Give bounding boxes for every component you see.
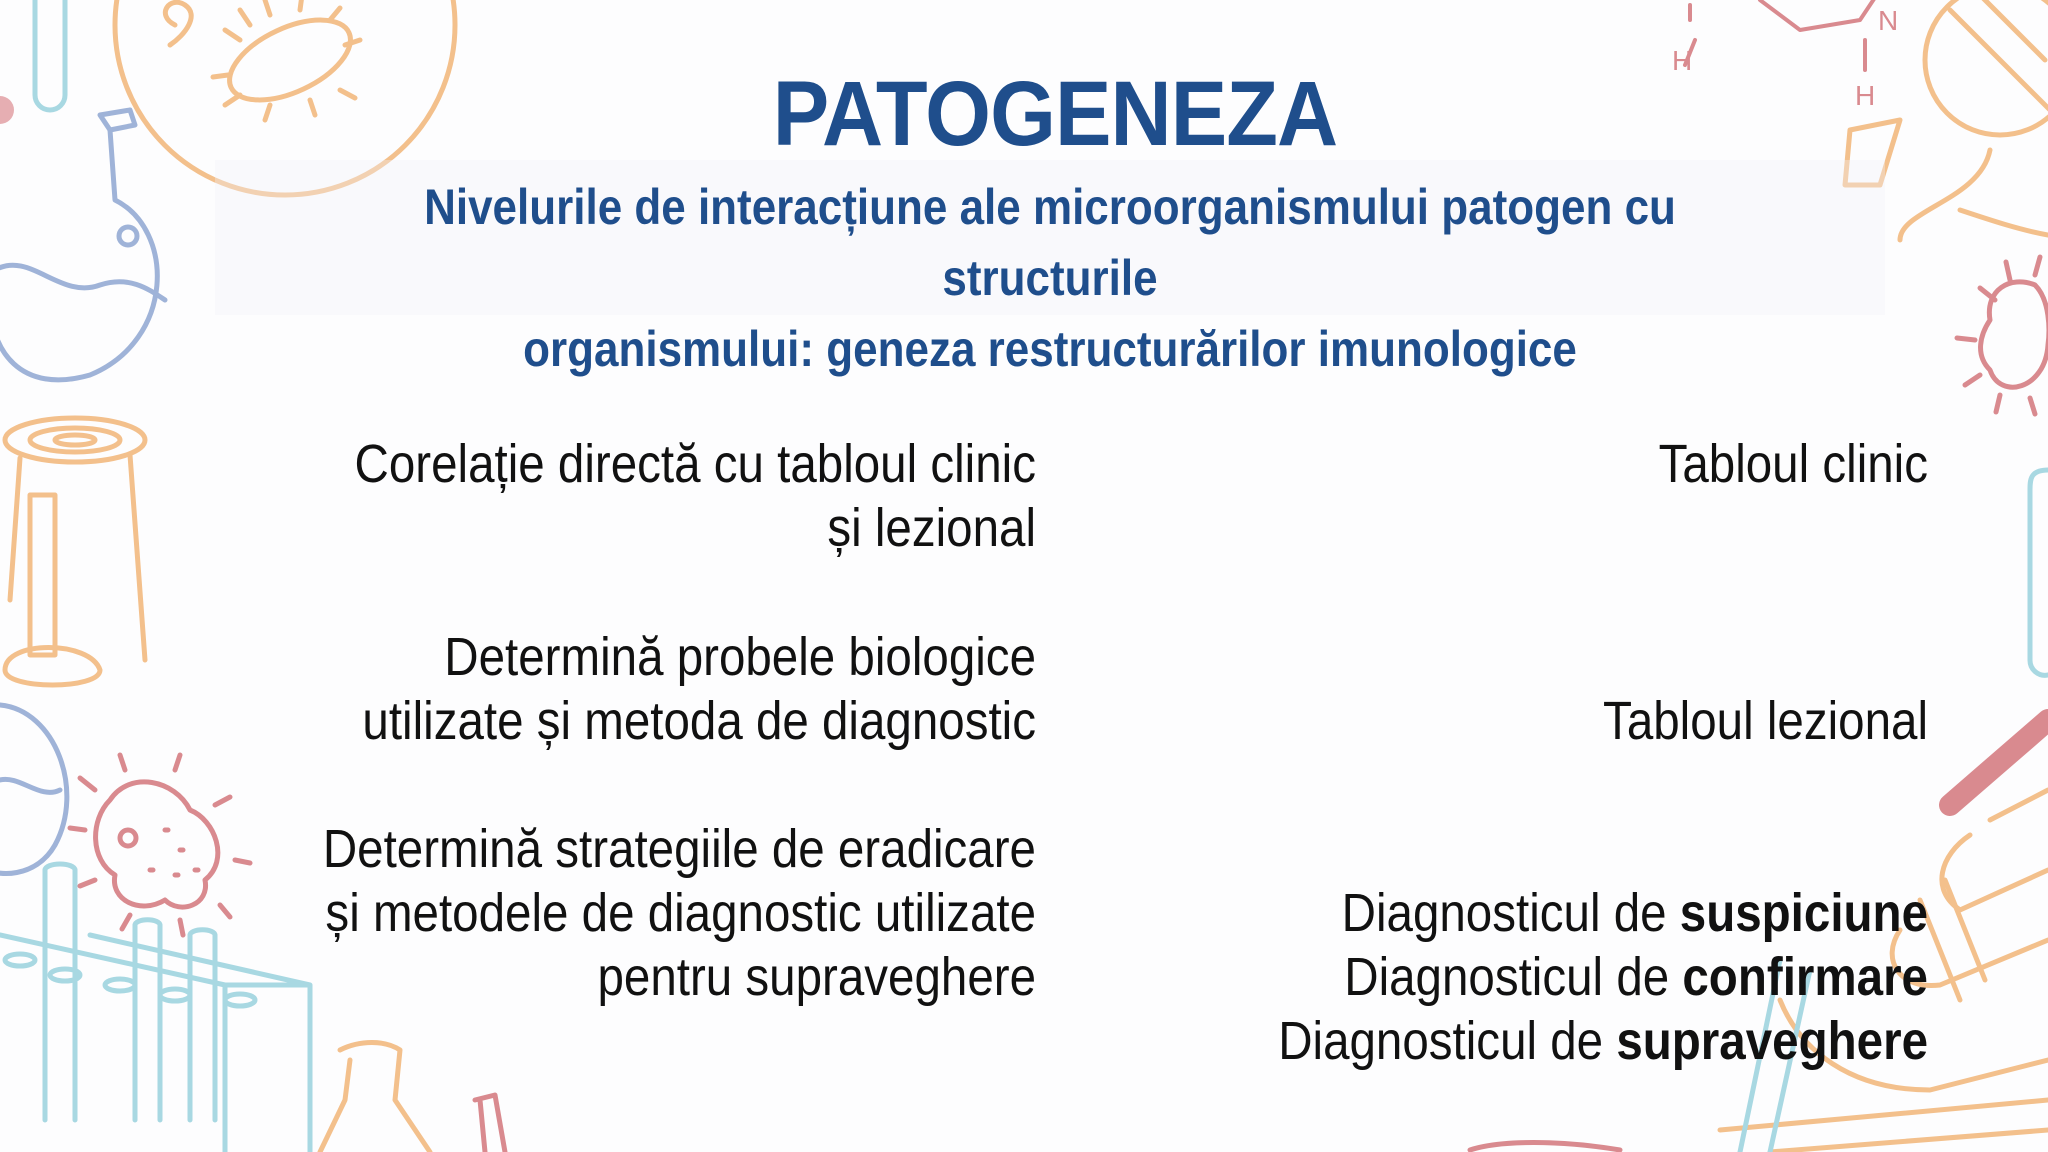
subtitle-line-1: Nivelurile de interacțiune ale microorganismului patogen cu structurile — [424, 179, 1676, 306]
round-flask-icon — [0, 705, 67, 874]
test-tube-rack-icon — [0, 864, 310, 1152]
left-item-line: și lezional — [827, 498, 1036, 558]
left-item-line: Determină probele biologice — [444, 627, 1036, 687]
test-tube-icon — [35, 0, 65, 110]
left-item-line: Corelație directă cu tabloul clinic — [354, 434, 1036, 494]
left-item-biological-tests — [362, 625, 1036, 753]
right-item-lesional — [1603, 689, 1928, 753]
diagnostic-suspicion — [1278, 881, 1928, 945]
diagnostic-prefix: Diagnosticul de — [1278, 1011, 1617, 1071]
svg-text:H: H — [1672, 45, 1693, 76]
pipette-icon — [1950, 720, 2048, 805]
left-item-eradication — [323, 817, 1036, 1009]
left-item-line: utilizate și metoda de diagnostic — [362, 691, 1036, 751]
left-item-correlation — [355, 432, 1036, 560]
left-item-line: și metodele de diagnostic utilizate — [325, 883, 1037, 943]
burner-stand-icon — [5, 418, 145, 685]
svg-text:N: N — [1878, 5, 1899, 36]
slide-title: PATOGENEZA — [772, 63, 1338, 165]
subtitle-line-2: organismului: geneza restructurărilor imunologice — [523, 321, 1577, 377]
diagnostic-emphasis: confirmare — [1682, 947, 1928, 1007]
right-item-clinical — [1659, 432, 1928, 496]
diagnostic-prefix: Diagnosticul de — [1341, 883, 1680, 943]
bacteria-right-icon — [1957, 257, 2048, 414]
left-item-line: pentru supraveghere — [597, 947, 1036, 1007]
amoeba-icon — [70, 755, 250, 935]
diagnostic-surveillance — [1278, 1009, 1928, 1073]
right-item-text: Tabloul clinic — [1658, 434, 1928, 494]
left-column — [300, 0, 1036, 1152]
diagnostics-list — [1278, 881, 1928, 1073]
diagnostic-emphasis: supraveghere — [1616, 1011, 1928, 1071]
left-item-line: Determină strategiile de eradicare — [322, 819, 1036, 879]
svg-text:H: H — [1855, 80, 1876, 111]
right-column — [1199, 0, 1928, 1152]
diagnostic-emphasis: suspiciune — [1679, 883, 1928, 943]
right-item-text: Tabloul lezional — [1603, 691, 1928, 751]
diagnostic-prefix: Diagnosticul de — [1344, 947, 1683, 1007]
diagnostic-confirmation — [1278, 945, 1928, 1009]
